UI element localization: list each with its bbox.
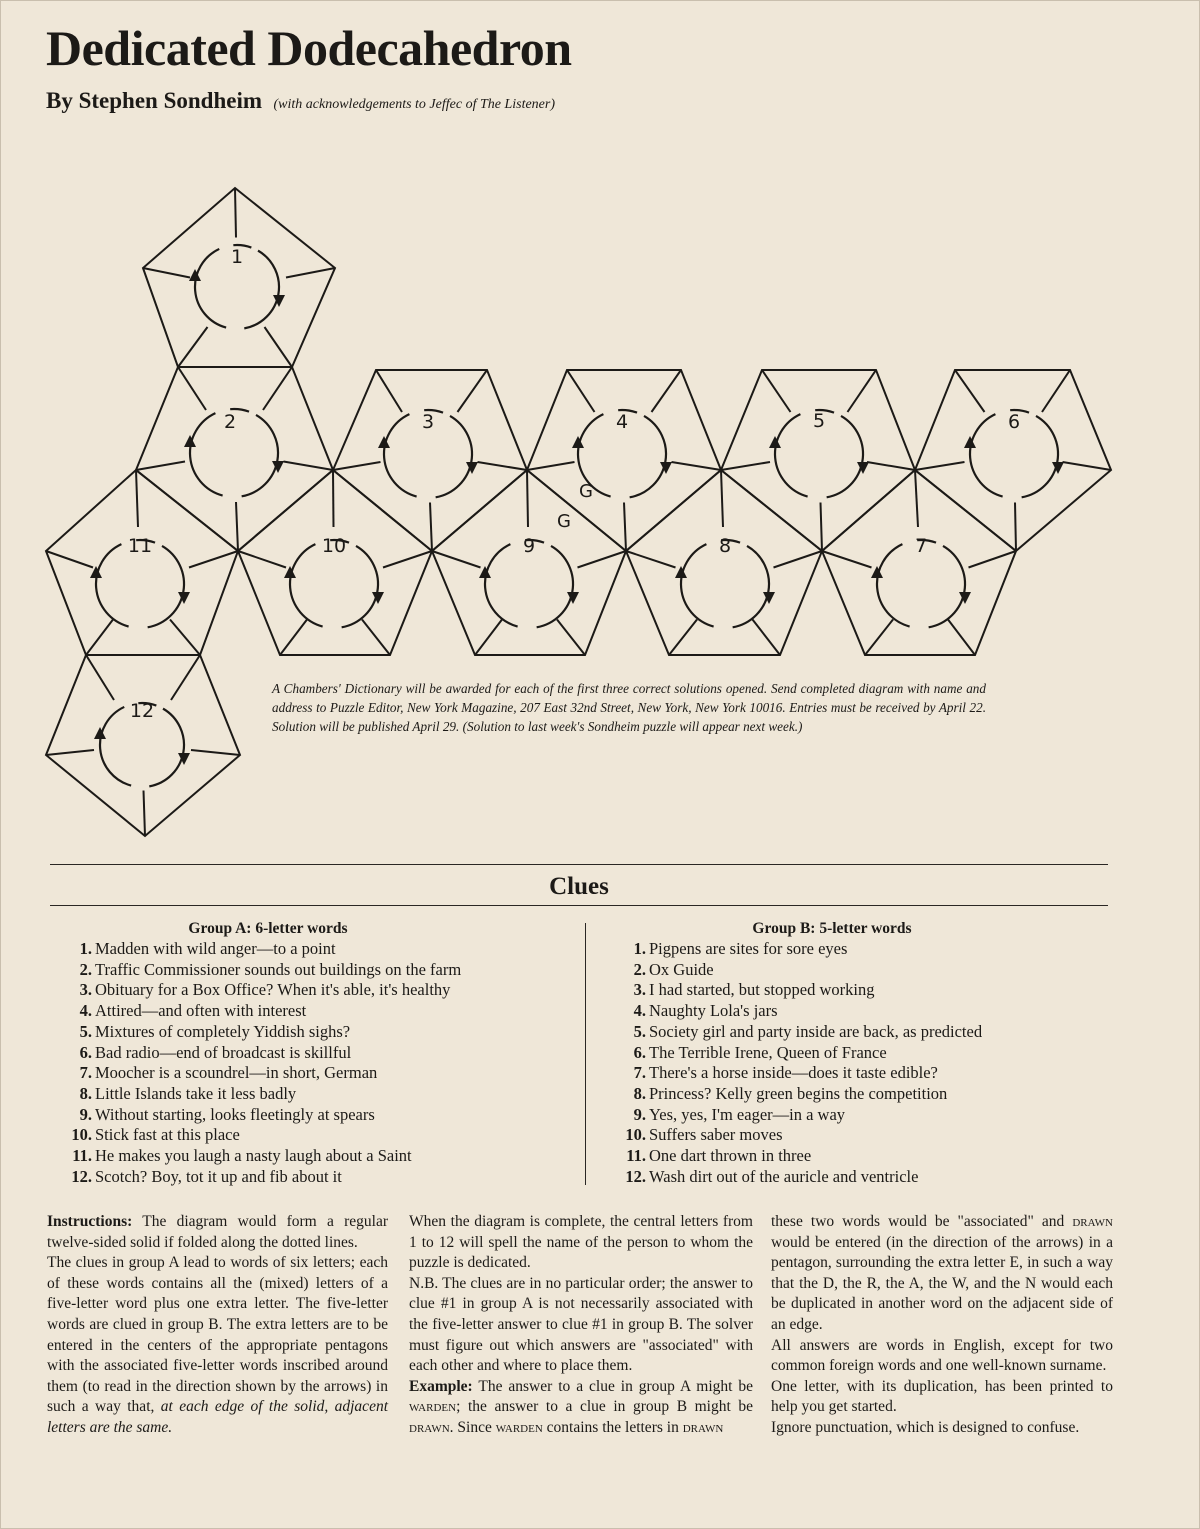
instructions-p6: All answers are words in English, except for two common foreign words and one well-known surname.	[771, 1336, 1113, 1375]
clue-text: Moocher is a scoundrel—in short, German	[95, 1063, 378, 1083]
pentagon-number-8: 8	[718, 535, 732, 557]
instructions-rules	[47, 1253, 388, 1438]
clue-text: Wash dirt out of the auricle and ventricle	[649, 1166, 919, 1186]
pentagon-9	[432, 470, 626, 655]
spoke	[383, 551, 432, 568]
group-a-clue-2	[58, 960, 574, 981]
clue-number: 11.	[72, 1146, 92, 1166]
clue-number: 1.	[79, 939, 92, 958]
group-a-clue-8	[58, 1084, 574, 1105]
clue-number: 9.	[79, 1104, 92, 1124]
pentagon-number-5: 5	[812, 410, 826, 432]
clue-text: Yes, yes, I'm eager—in a way	[649, 1104, 846, 1124]
group-a-clue-9	[58, 1105, 574, 1126]
pentagon-number-9: 9	[522, 535, 536, 557]
spoke	[762, 370, 791, 412]
clue-number: 2.	[633, 959, 646, 979]
pentagon-number-6: 6	[1007, 411, 1021, 433]
spoke	[948, 620, 975, 656]
circle-arc	[242, 415, 278, 496]
spoke	[567, 370, 595, 412]
group-a-clue-10	[58, 1125, 574, 1146]
clue-column-divider	[585, 923, 586, 1185]
spoke	[178, 367, 206, 410]
clue-text: Society girl and party inside are back, as predicted	[649, 1021, 983, 1041]
group-b-clue-6	[612, 1043, 1132, 1064]
group-b-clues	[612, 918, 1132, 1187]
pentagon-6	[915, 370, 1111, 551]
spoke	[86, 620, 113, 656]
circle-arc	[195, 249, 226, 328]
group-a-clue-5	[58, 1022, 574, 1043]
group-a-title: Group A: 6-letter words	[188, 920, 348, 937]
pentagon-number-4: 4	[615, 411, 629, 433]
clue-number: 11.	[626, 1146, 646, 1166]
spoke	[867, 462, 915, 470]
pentagon-number-1: 1	[230, 246, 244, 268]
circle-arc	[190, 413, 223, 495]
group-a-clue-7	[58, 1063, 574, 1084]
spoke	[178, 327, 208, 367]
group-b-clue-8	[612, 1084, 1132, 1105]
circle-arc	[630, 416, 666, 497]
clue-number: 6.	[79, 1042, 92, 1062]
circle-arc	[970, 414, 1003, 496]
spoke	[280, 620, 307, 656]
circle-arc	[827, 416, 863, 497]
circle-arc	[244, 251, 279, 329]
example-word-drawn-3: drawn	[1072, 1213, 1113, 1230]
spoke	[284, 462, 334, 471]
spoke	[46, 750, 94, 755]
clue-number: 7.	[633, 1063, 646, 1083]
group-b-clue-10	[612, 1125, 1132, 1146]
clue-text: Naughty Lola's jars	[649, 1001, 778, 1021]
pentagon-1	[143, 188, 335, 367]
spoke	[430, 503, 432, 552]
instructions-label: Instructions:	[47, 1213, 133, 1230]
circle-arc	[100, 707, 131, 786]
group-a-list	[58, 939, 574, 1187]
pentagon-number-10: 10	[321, 535, 347, 557]
clue-text: There's a horse inside—does it taste edible?	[649, 1063, 938, 1083]
circle-arc	[681, 544, 714, 626]
spoke	[189, 551, 238, 568]
clue-text: Suffers saber moves	[649, 1125, 783, 1145]
circle-arc	[436, 416, 472, 497]
spoke	[144, 791, 146, 837]
instructions-example	[409, 1377, 753, 1439]
spoke	[1063, 462, 1112, 470]
pentagon-8	[626, 470, 822, 655]
circle-arc	[342, 546, 378, 627]
group-a-clue-11	[58, 1146, 574, 1167]
clue-number: 12.	[71, 1166, 92, 1186]
clue-number: 3.	[79, 980, 92, 1000]
byline-acknowledgement: (with acknowledgements to Jeffec of The Listener)	[273, 97, 556, 112]
instructions-p2: The clues in group A lead to words of six letters; each of these words contains all the (mixed) letters of a five-letter word plus one extra letter. The five-letter words are clued in group B. The extra letters are to be entered in the centers of the appropriate pentagons with the associated five-letter words inscribed around them (to read in the direction shown by the arrows) in such a way that,	[47, 1254, 388, 1416]
instructions-p7: One letter, with its duplication, has been printed to help you get started.	[771, 1377, 1113, 1416]
spoke	[136, 470, 138, 527]
circle-arc	[537, 546, 573, 627]
clue-text: Obituary for a Box Office? When it's able, it's healthy	[95, 980, 451, 1000]
spoke	[432, 551, 481, 568]
group-b-clue-4	[612, 1001, 1132, 1022]
group-b-clue-5	[612, 1022, 1132, 1043]
puzzle-title: Dedicated Dodecahedron	[46, 20, 572, 76]
pentagon-12	[46, 655, 240, 836]
given-letter-1: G	[579, 481, 593, 502]
group-a-clue-6	[58, 1043, 574, 1064]
pentagon-2	[136, 367, 333, 551]
pentagon-10	[238, 470, 432, 655]
instructions-p3: When the diagram is complete, the central letters from 1 to 12 will spell the name of the person to whom the puzzle is dedicated.	[409, 1213, 753, 1272]
group-b-clue-11	[612, 1146, 1132, 1167]
group-b-clue-2	[612, 960, 1132, 981]
clue-number: 10.	[625, 1125, 646, 1145]
spoke	[1015, 503, 1016, 552]
group-b-clue-3	[612, 980, 1132, 1001]
instructions-p2-emphasis: at each edge of the solid, adjacent letters are the same.	[47, 1398, 389, 1436]
spoke	[170, 620, 200, 656]
group-b-clue-12	[612, 1167, 1132, 1188]
spoke	[136, 462, 185, 471]
pentagon-number-7: 7	[914, 535, 928, 557]
circle-arc	[384, 414, 417, 496]
spoke	[955, 370, 985, 412]
clue-number: 5.	[633, 1021, 646, 1041]
pentagon-11	[46, 470, 238, 655]
spoke	[721, 462, 770, 470]
clue-text: The Terrible Irene, Queen of France	[649, 1042, 887, 1062]
clue-number: 9.	[633, 1104, 646, 1124]
spoke	[672, 462, 722, 470]
pentagon-number-3: 3	[421, 411, 435, 433]
instructions-p1: The diagram would form a regular twelve-sided solid if folded along the dotted lines.	[47, 1213, 388, 1251]
spoke	[46, 551, 93, 568]
example-text-f: would be entered (in the direction of the arrows) in a pentagon, surrounding the extra letter E, in such a way that the D, the R, the A, the W, and the N would each be duplicated in another word on the adjacent side of an edge.	[771, 1233, 1113, 1333]
example-text-d: contains the letters in	[542, 1418, 683, 1436]
spoke	[191, 750, 240, 755]
spoke	[774, 551, 823, 568]
instructions-column-1	[47, 1212, 388, 1439]
clue-number: 4.	[79, 1001, 92, 1021]
example-text-e: these two words would be "associated" and	[771, 1213, 1073, 1230]
instructions-intro	[47, 1212, 388, 1253]
circle-arc	[877, 544, 910, 626]
clue-text: Madden with wild anger—to a point	[95, 939, 336, 958]
clue-text: Princess? Kelly green begins the competition	[649, 1083, 948, 1103]
spoke	[527, 470, 528, 527]
instructions-example-cont	[771, 1212, 1113, 1336]
spoke	[721, 470, 723, 527]
example-word-drawn: drawn	[409, 1418, 450, 1436]
instructions-column-2	[409, 1212, 753, 1439]
group-a-clue-3	[58, 980, 574, 1001]
clue-text: Traffic Commissioner sounds out buildings on the farm	[95, 959, 462, 979]
spoke	[848, 370, 877, 412]
example-word-drawn-2: drawn	[682, 1418, 724, 1436]
clue-text: One dart thrown in three	[649, 1146, 812, 1166]
circle-arc	[149, 709, 184, 787]
instructions-p4: N.B. The clues are in no particular order; the answer to clue #1 in group A is not necessarily associated with the five-letter answer to clue #1 in group B. The solver must figure out which answers are "associated" with each other and where to place them.	[409, 1274, 753, 1375]
clue-number: 10.	[71, 1125, 92, 1145]
pentagon-number-11: 11	[127, 535, 153, 557]
clue-text: I had started, but stopped working	[649, 980, 875, 1000]
circle-arc	[290, 544, 323, 626]
clue-number: 4.	[633, 1001, 646, 1021]
group-a-clue-1	[58, 939, 574, 960]
clue-text: Mixtures of completely Yiddish sighs?	[95, 1021, 351, 1041]
spoke	[624, 503, 626, 552]
group-a-clue-12	[58, 1167, 574, 1188]
clue-text: Attired—and often with interest	[95, 1001, 307, 1021]
clue-number: 8.	[79, 1083, 92, 1103]
clue-text: Pigpens are sites for sore eyes	[649, 939, 848, 958]
spoke	[86, 655, 114, 700]
spoke	[236, 502, 238, 551]
example-text-a: The answer to a clue in group A might be	[472, 1377, 753, 1395]
contest-note: A Chambers' Dictionary will be awarded for each of the first three correct solutions opened. Send completed diagram with name and address to Puzzle Editor, New York Magazine, 207 East 32nd Street, New York, New York 10016. Entries must be received by April 22. Solution will be published April 29. (Solution to last week's Sondheim puzzle will appear next week.)	[272, 681, 986, 734]
spoke	[669, 620, 697, 656]
circle-arc	[929, 546, 965, 627]
clue-number: 2.	[79, 959, 92, 979]
example-label: Example:	[409, 1377, 473, 1395]
rule-top	[50, 864, 1108, 865]
spoke	[362, 620, 390, 656]
clue-number: 8.	[633, 1083, 646, 1103]
pentagon-7	[822, 470, 1016, 655]
circle-arc	[775, 414, 808, 496]
spoke	[143, 268, 190, 278]
group-b-clue-9	[612, 1105, 1132, 1126]
rule-under-heading	[50, 905, 1108, 906]
spoke	[652, 370, 682, 412]
spoke	[527, 462, 575, 470]
spoke	[753, 620, 781, 656]
spoke	[333, 462, 381, 470]
spoke	[458, 370, 488, 412]
instructions-p8: Ignore punctuation, which is designed to confuse.	[771, 1418, 1080, 1436]
spoke	[263, 367, 292, 410]
spoke	[969, 551, 1017, 568]
clue-number: 12.	[625, 1166, 646, 1186]
group-b-clue-1	[612, 939, 1132, 960]
pentagon-number-12: 12	[129, 700, 155, 722]
spoke	[478, 462, 528, 470]
example-text-b: ; the answer to a clue in group B might be	[456, 1398, 753, 1416]
clues-heading: Clues	[549, 873, 609, 900]
byline-author: By Stephen Sondheim	[46, 88, 263, 113]
clue-number: 3.	[633, 980, 646, 1000]
example-word-warden: warden	[409, 1398, 457, 1416]
spoke	[865, 620, 893, 656]
clue-text: He makes you laugh a nasty laugh about a Saint	[95, 1146, 412, 1166]
clue-number: 7.	[79, 1063, 92, 1083]
spoke	[265, 327, 293, 367]
spoke	[171, 655, 200, 700]
clue-number: 1.	[633, 939, 646, 958]
spoke	[822, 551, 872, 568]
spoke	[235, 188, 236, 238]
pentagon-number-2: 2	[223, 411, 237, 433]
example-word-warden-2: warden	[495, 1418, 543, 1436]
circle-arc	[485, 544, 518, 626]
spoke	[376, 370, 402, 412]
clue-number: 5.	[79, 1021, 92, 1041]
clue-text: Ox Guide	[649, 959, 714, 979]
spoke	[475, 620, 502, 656]
spoke	[557, 620, 585, 656]
spoke	[578, 551, 627, 568]
spoke	[238, 551, 286, 568]
pentagon-5	[721, 370, 915, 551]
group-b-title: Group B: 5-letter words	[752, 920, 912, 937]
group-b-clue-7	[612, 1063, 1132, 1084]
spoke	[1042, 370, 1070, 412]
given-letter-2: G	[557, 511, 571, 532]
group-a-clues	[58, 918, 574, 1187]
example-text-c: . Since	[449, 1418, 496, 1436]
circle-arc	[1022, 416, 1058, 497]
clue-text: Scotch? Boy, tot it up and fib about it	[95, 1166, 342, 1186]
clue-text: Stick fast at this place	[95, 1125, 240, 1145]
instructions-column-3	[771, 1212, 1113, 1439]
spoke	[286, 268, 335, 278]
group-a-clue-4	[58, 1001, 574, 1022]
clue-text: Bad radio—end of broadcast is skillful	[95, 1042, 352, 1062]
spoke	[915, 470, 918, 527]
spoke	[821, 503, 823, 552]
spoke	[333, 470, 334, 527]
clue-number: 6.	[633, 1042, 646, 1062]
circle-arc	[148, 546, 184, 627]
circle-arc	[733, 546, 769, 627]
group-b-list	[612, 939, 1132, 1187]
spoke	[626, 551, 676, 568]
circle-arc	[96, 544, 129, 626]
spoke	[915, 462, 965, 470]
clue-text: Little Islands take it less badly	[95, 1083, 297, 1103]
clue-text: Without starting, looks fleetingly at spears	[95, 1104, 375, 1124]
